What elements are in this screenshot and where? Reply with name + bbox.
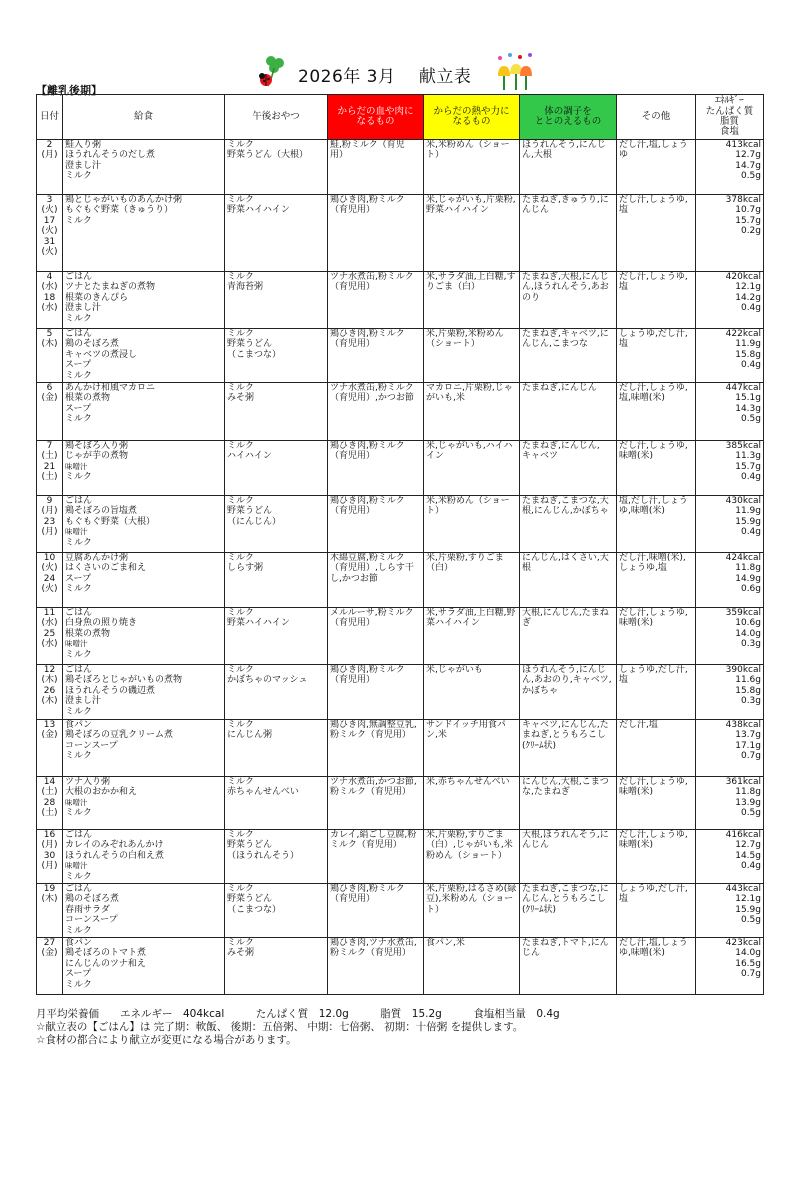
yellow-foods-cell: 米,じゃがいも,片栗粉, 野菜ハイハイン xyxy=(424,195,520,272)
clover-ladybug-icon xyxy=(254,52,294,92)
meal-cell: 鶏そぼろ入り粥 じゃが芋の煮物 味噌汁 ミルク xyxy=(63,441,225,496)
yellow-foods-cell: 米,サラダ油,上白糖,す りごま（白） xyxy=(424,272,520,329)
date-cell: 5 (木) xyxy=(37,329,63,383)
other-cell: だし汁,しょうゆ, 塩,味噌(米) xyxy=(617,383,696,441)
other-cell: だし汁,しょうゆ, 塩 xyxy=(617,272,696,329)
header-nutrition-label: ｴﾈﾙｷﾞｰ たんぱく質 脂質 食塩 xyxy=(705,95,754,138)
yellow-foods-cell: 米,片栗粉,すりごま （白） xyxy=(424,553,520,608)
meal-cell: ごはん ツナとたまねぎの煮物 根菜のきんぴら 澄まし汁 ミルク xyxy=(63,272,225,329)
table-header-row xyxy=(37,95,764,140)
green-foods-cell: たまねぎ,大根,にんじ ん,ほうれんそう,あお のり xyxy=(520,272,617,329)
green-foods-cell: 大根,にんじん,たまね ぎ xyxy=(520,608,617,665)
green-foods-cell: たまねぎ,にんじん, キャベツ xyxy=(520,441,617,496)
date-cell: 19 (木) xyxy=(37,884,63,938)
other-cell: しょうゆ,だし汁, 塩 xyxy=(617,329,696,383)
nutrition-cell: 416kcal 12.7g 14.5g 0.4g xyxy=(696,830,764,884)
red-foods-cell: カレイ,絹ごし豆腐,粉 ミルク（育児用） xyxy=(328,830,424,884)
red-foods-cell: ツナ水煮缶,粉ミルク （育児用）,かつお節 xyxy=(328,383,424,441)
other-cell: だし汁,しょうゆ, 塩 xyxy=(617,195,696,272)
meal-cell: ごはん 鶏そぼろの旨塩煮 もぐもぐ野菜（大根） 味噌汁 ミルク xyxy=(63,496,225,553)
snack-cell: ミルク ハイハイン xyxy=(225,441,328,496)
tulip-flowers-icon xyxy=(490,52,538,92)
table-row xyxy=(37,938,764,995)
yellow-foods-cell: マカロニ,片栗粉,じゃ がいも,米 xyxy=(424,383,520,441)
snack-cell: ミルク 野菜ハイハイン xyxy=(225,195,328,272)
table-row xyxy=(37,329,764,383)
other-cell: だし汁,味噌(米), しょうゆ,塩 xyxy=(617,553,696,608)
meal-cell: 食パン 鶏そぼろのトマト煮 にんじんのツナ和え スープ ミルク xyxy=(63,938,225,995)
green-foods-cell: たまねぎ,トマト,にん じん xyxy=(520,938,617,995)
rice-note: ☆献立表の【ごはん】は 完了期：軟飯、 後期：五倍粥、 中期：七倍粥、 初期：十倍粥 を提供します。 xyxy=(36,1021,524,1033)
snack-cell: ミルク みそ粥 xyxy=(225,938,328,995)
green-foods-cell: たまねぎ,にんじん xyxy=(520,383,617,441)
other-cell: だし汁,しょうゆ, 味噌(米) xyxy=(617,830,696,884)
other-cell: しょうゆ,だし汁, 塩 xyxy=(617,665,696,720)
monthly-average-nutrition: 月平均栄養価 エネルギー 404kcal たんぱく質 12.0g 脂質 15.2g 食塩相当量 0.4g xyxy=(36,1008,560,1020)
meal-cell: 豆腐あんかけ粥 はくさいのごま和え スープ ミルク xyxy=(63,553,225,608)
date-cell: 12 (木) 26 (木) xyxy=(37,665,63,720)
table-row xyxy=(37,777,764,830)
menu-table xyxy=(36,94,764,995)
page-title: 2026年 3月 献立表 xyxy=(298,67,472,87)
page-subtitle: 【離乳後期】 xyxy=(36,84,102,97)
header-nutrition xyxy=(696,95,764,140)
snack-cell: ミルク にんじん粥 xyxy=(225,720,328,777)
date-cell: 2 (月) xyxy=(37,140,63,195)
date-cell: 10 (火) 24 (火) xyxy=(37,553,63,608)
header-red-label: からだの血や肉に なるもの xyxy=(337,105,414,127)
nutrition-cell: 422kcal 11.9g 15.8g 0.4g xyxy=(696,329,764,383)
green-foods-cell: 大根,ほうれんそう,に んじん xyxy=(520,830,617,884)
meal-cell: ごはん 白身魚の照り焼き 根菜の煮物 味噌汁 ミルク xyxy=(63,608,225,665)
meal-cell: あんかけ和風マカロニ 根菜の煮物 スープ ミルク xyxy=(63,383,225,441)
nutrition-cell: 423kcal 14.0g 16.5g 0.7g xyxy=(696,938,764,995)
snack-cell: ミルク みそ粥 xyxy=(225,383,328,441)
header-date-label: 日付 xyxy=(39,110,59,122)
header-other-label: その他 xyxy=(641,110,671,122)
date-cell: 11 (水) 25 (水) xyxy=(37,608,63,665)
nutrition-cell: 390kcal 11.6g 15.8g 0.3g xyxy=(696,665,764,720)
change-note: ☆食材の都合により献立が変更になる場合があります。 xyxy=(36,1034,297,1046)
snack-cell: ミルク しらす粥 xyxy=(225,553,328,608)
snack-cell: ミルク かぼちゃのマッシュ xyxy=(225,665,328,720)
snack-cell: ミルク 野菜ハイハイン xyxy=(225,608,328,665)
yellow-foods-cell: 米,じゃがいも,ハイハ イン xyxy=(424,441,520,496)
date-cell: 14 (土) 28 (土) xyxy=(37,777,63,830)
date-cell: 16 (月) 30 (月) xyxy=(37,830,63,884)
nutrition-cell: 413kcal 12.7g 14.7g 0.5g xyxy=(696,140,764,195)
yellow-foods-cell: 米,米粉めん（ショー ト） xyxy=(424,140,520,195)
red-foods-cell: 木綿豆腐,粉ミルク （育児用）,しらす干 し,かつお節 xyxy=(328,553,424,608)
table-row xyxy=(37,195,764,272)
header-other xyxy=(617,95,696,140)
nutrition-cell: 359kcal 10.6g 14.0g 0.3g xyxy=(696,608,764,665)
meal-cell: 食パン 鶏そぼろの豆乳クリーム煮 コーンスープ ミルク xyxy=(63,720,225,777)
yellow-foods-cell: 米,片栗粉,はるさめ(緑 豆),米粉めん（ショー ト） xyxy=(424,884,520,938)
green-foods-cell: たまねぎ,きゅうり,に んじん xyxy=(520,195,617,272)
yellow-foods-cell: 米,赤ちゃんせんべい xyxy=(424,777,520,830)
snack-cell: ミルク 野菜うどん （こまつな） xyxy=(225,329,328,383)
meal-cell: ごはん カレイのみぞれあんかけ ほうれんそうの白和え煮 味噌汁 ミルク xyxy=(63,830,225,884)
table-row xyxy=(37,272,764,329)
date-cell: 4 (水) 18 (水) xyxy=(37,272,63,329)
header-snack-label: 午後おやつ xyxy=(252,110,300,122)
table-row xyxy=(37,383,764,441)
nutrition-cell: 420kcal 12.1g 14.2g 0.4g xyxy=(696,272,764,329)
green-foods-cell: キャベツ,にんじん,た まねぎ,とうもろこし (ｸﾘｰﾑ状) xyxy=(520,720,617,777)
meal-cell: 鶏とじゃがいものあんかけ粥 もぐもぐ野菜（きゅうり） ミルク xyxy=(63,195,225,272)
green-foods-cell: ほうれんそう,にんじ ん,大根 xyxy=(520,140,617,195)
red-foods-cell: 鶏ひき肉,ツナ水煮缶, 粉ミルク（育児用） xyxy=(328,938,424,995)
table-row xyxy=(37,441,764,496)
header-meal xyxy=(63,95,225,140)
nutrition-cell: 447kcal 15.1g 14.3g 0.5g xyxy=(696,383,764,441)
green-foods-cell: たまねぎ,こまつな,に んじん,とうもろこし (ｸﾘｰﾑ状) xyxy=(520,884,617,938)
red-foods-cell: 鶏ひき肉,粉ミルク （育児用） xyxy=(328,665,424,720)
green-foods-cell: たまねぎ,キャベツ,に んじん,こまつな xyxy=(520,329,617,383)
other-cell: だし汁,しょうゆ, 味噌(米) xyxy=(617,441,696,496)
date-cell: 27 (金) xyxy=(37,938,63,995)
nutrition-cell: 438kcal 13.7g 17.1g 0.7g xyxy=(696,720,764,777)
green-foods-cell: にんじん,大根,こまつ な,たまねぎ xyxy=(520,777,617,830)
table-row xyxy=(37,884,764,938)
table-row xyxy=(37,830,764,884)
snack-cell: ミルク 野菜うどん （ほうれんそう） xyxy=(225,830,328,884)
date-cell: 9 (月) 23 (月) xyxy=(37,496,63,553)
red-foods-cell: ツナ水煮缶,粉ミルク （育児用） xyxy=(328,272,424,329)
yellow-foods-cell: 食パン,米 xyxy=(424,938,520,995)
meal-cell: ツナ入り粥 大根のおかか和え 味噌汁 ミルク xyxy=(63,777,225,830)
snack-cell: ミルク 野菜うどん （こまつな） xyxy=(225,884,328,938)
nutrition-cell: 385kcal 11.3g 15.7g 0.4g xyxy=(696,441,764,496)
header-yellow-foods xyxy=(424,95,520,140)
table-row xyxy=(37,553,764,608)
red-foods-cell: 鶏ひき肉,粉ミルク （育児用） xyxy=(328,441,424,496)
menu-table-body xyxy=(37,140,764,995)
date-cell: 13 (金) xyxy=(37,720,63,777)
red-foods-cell: 鶏ひき肉,無調整豆乳, 粉ミルク（育児用） xyxy=(328,720,424,777)
other-cell: だし汁,しょうゆ, 味噌(米) xyxy=(617,777,696,830)
yellow-foods-cell: 米,サラダ油,上白糖,野 菜ハイハイン xyxy=(424,608,520,665)
header-yellow-label: からだの熱や力に なるもの xyxy=(433,105,510,127)
green-foods-cell: たまねぎ,こまつな,大 根,にんじん,かぼちゃ xyxy=(520,496,617,553)
meal-cell: ごはん 鶏のそぼろ煮 春雨サラダ コーンスープ ミルク xyxy=(63,884,225,938)
table-row xyxy=(37,665,764,720)
red-foods-cell: ツナ水煮缶,かつお節, 粉ミルク（育児用） xyxy=(328,777,424,830)
red-foods-cell: 鮭,粉ミルク（育児 用） xyxy=(328,140,424,195)
table-row xyxy=(37,496,764,553)
header-red-foods xyxy=(328,95,424,140)
green-foods-cell: にんじん,はくさい,大 根 xyxy=(520,553,617,608)
header-meal-label: 給食 xyxy=(133,110,153,122)
yellow-foods-cell: サンドイッチ用食パ ン,米 xyxy=(424,720,520,777)
header-green-label: 体の調子を ととのえるもの xyxy=(534,105,602,127)
yellow-foods-cell: 米,じゃがいも xyxy=(424,665,520,720)
snack-cell: ミルク 野菜うどん （にんじん） xyxy=(225,496,328,553)
other-cell: だし汁,塩 xyxy=(617,720,696,777)
yellow-foods-cell: 米,片栗粉,米粉めん （ショート） xyxy=(424,329,520,383)
meal-cell: ごはん 鶏そぼろとじゃがいもの煮物 ほうれんそうの磯辺煮 澄まし汁 ミルク xyxy=(63,665,225,720)
meal-cell: 鮭入り粥 ほうれんそうのだし煮 澄まし汁 ミルク xyxy=(63,140,225,195)
date-cell: 6 (金) xyxy=(37,383,63,441)
footer-notes xyxy=(36,1008,560,1047)
other-cell: だし汁,しょうゆ, 味噌(米) xyxy=(617,608,696,665)
nutrition-cell: 430kcal 11.9g 15.9g 0.4g xyxy=(696,496,764,553)
page-header xyxy=(0,52,800,92)
nutrition-cell: 424kcal 11.8g 14.9g 0.6g xyxy=(696,553,764,608)
other-cell: だし汁,塩,しょう ゆ,味噌(米) xyxy=(617,938,696,995)
header-green-foods xyxy=(520,95,617,140)
other-cell: 塩,だし汁,しょう ゆ,味噌(米) xyxy=(617,496,696,553)
nutrition-cell: 361kcal 11.8g 13.9g 0.5g xyxy=(696,777,764,830)
other-cell: だし汁,塩,しょう ゆ xyxy=(617,140,696,195)
table-row xyxy=(37,140,764,195)
yellow-foods-cell: 米,片栗粉,すりごま （白）,じゃがいも,米 粉めん（ショート） xyxy=(424,830,520,884)
other-cell: しょうゆ,だし汁, 塩 xyxy=(617,884,696,938)
green-foods-cell: ほうれんそう,にんじ ん,あおのり,キャベツ, かぼちゃ xyxy=(520,665,617,720)
red-foods-cell: 鶏ひき肉,粉ミルク （育児用） xyxy=(328,884,424,938)
yellow-foods-cell: 米,米粉めん（ショー ト） xyxy=(424,496,520,553)
nutrition-cell: 443kcal 12.1g 15.9g 0.5g xyxy=(696,884,764,938)
snack-cell: ミルク 青海苔粥 xyxy=(225,272,328,329)
table-row xyxy=(37,608,764,665)
nutrition-cell: 378kcal 10.7g 15.7g 0.2g xyxy=(696,195,764,272)
red-foods-cell: 鶏ひき肉,粉ミルク （育児用） xyxy=(328,195,424,272)
meal-cell: ごはん 鶏のそぼろ煮 キャベツの煮浸し スープ ミルク xyxy=(63,329,225,383)
snack-cell: ミルク 赤ちゃんせんべい xyxy=(225,777,328,830)
header-snack xyxy=(225,95,328,140)
snack-cell: ミルク 野菜うどん（大根） xyxy=(225,140,328,195)
table-row xyxy=(37,720,764,777)
red-foods-cell: 鶏ひき肉,粉ミルク （育児用） xyxy=(328,496,424,553)
date-cell: 3 (火) 17 (火) 31 (火) xyxy=(37,195,63,272)
red-foods-cell: 鶏ひき肉,粉ミルク （育児用） xyxy=(328,329,424,383)
date-cell: 7 (土) 21 (土) xyxy=(37,441,63,496)
red-foods-cell: メルルーサ,粉ミルク （育児用） xyxy=(328,608,424,665)
header-date xyxy=(37,95,63,140)
